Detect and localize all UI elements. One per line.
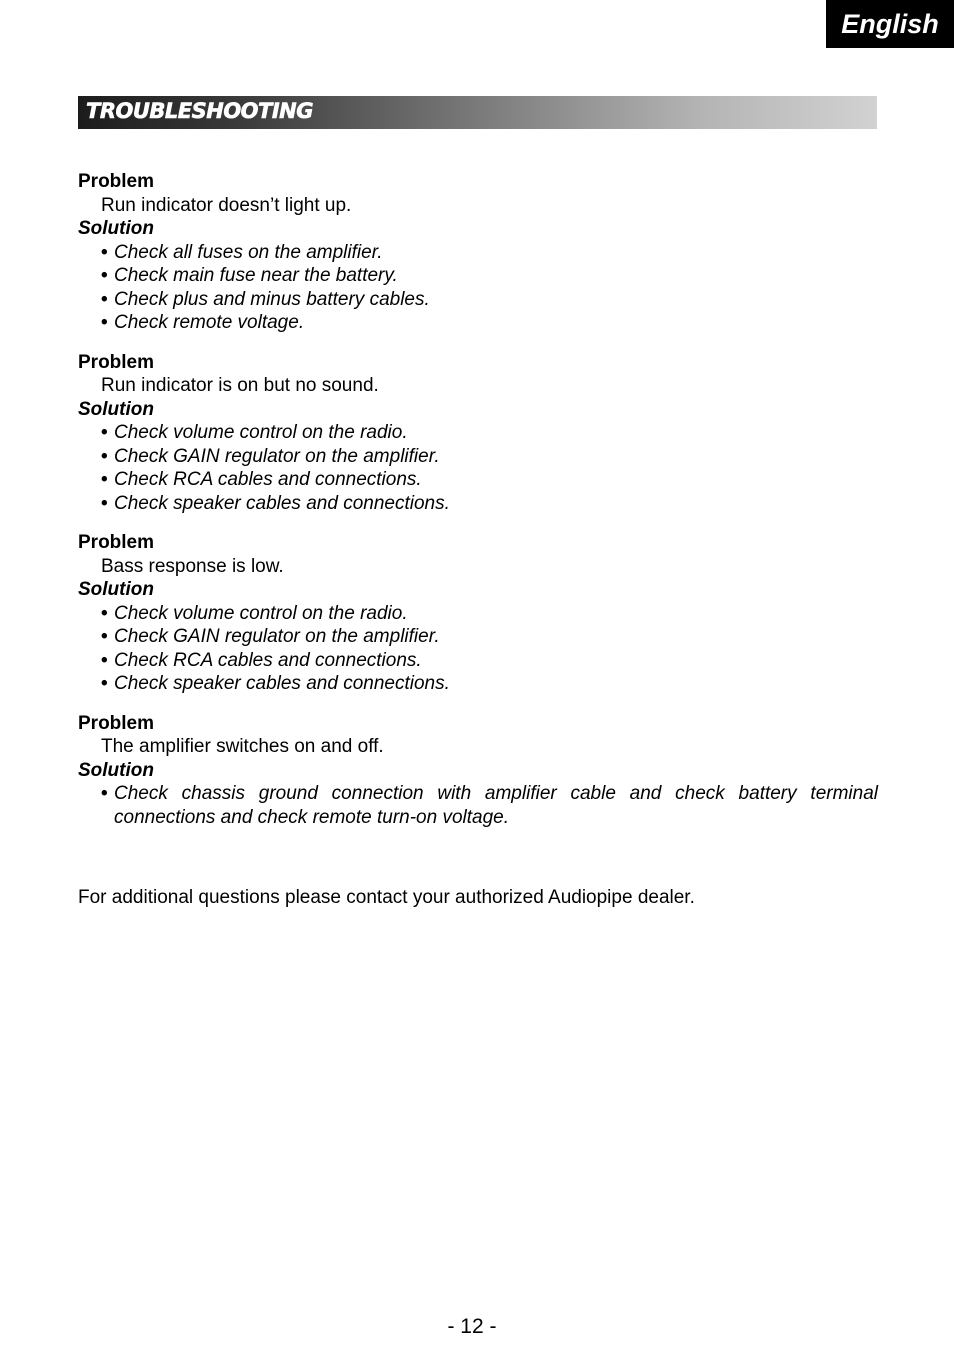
problem-heading: Problem [78,532,155,553]
troubleshooting-group [78,170,878,335]
troubleshooting-group [78,712,878,830]
solution-item: • Check volume control on the radio. [78,602,878,626]
solution-item: • Check main fuse near the battery. [78,264,878,288]
solution-item: • Check all fuses on the amplifier. [78,241,878,265]
solution-list [78,241,878,335]
solution-list [78,782,878,829]
solution-item: • Check GAIN regulator on the amplifier. [78,625,878,649]
solution-heading: Solution [78,759,154,781]
solution-heading: Solution [78,398,154,420]
solution-item: • Check remote voltage. [78,311,878,335]
problem-description: Run indicator is on but no sound. [101,375,379,396]
problem-heading: Problem [78,712,155,734]
problem-description: The amplifier switches on and off. [101,736,384,757]
problem-description: Bass response is low. [101,555,284,577]
solution-item: • Check RCA cables and connections. [78,468,878,492]
solution-item: • Check GAIN regulator on the amplifier. [78,445,878,469]
section-header-bar [78,96,877,129]
section-title: TROUBLESHOOTING [86,99,313,123]
contact-note: For additional questions please contact your authorized Audiopipe dealer. [78,887,695,908]
troubleshooting-list [78,170,878,845]
solution-list [78,421,878,515]
solution-item: • Check volume control on the radio. [78,421,878,445]
problem-heading: Problem [78,351,155,373]
language-tab: English [826,0,954,48]
solution-item: • Check speaker cables and connections. [78,672,878,696]
problem-description: Run indicator doesn’t light up. [101,194,352,216]
solution-heading: Solution [78,218,154,239]
page-number: - 12 - [447,1315,497,1338]
troubleshooting-group [78,531,878,696]
solution-item: • Check RCA cables and connections. [78,649,878,673]
solution-heading: Solution [78,579,154,600]
solution-list [78,602,878,696]
troubleshooting-group [78,351,878,516]
solution-item: • Check plus and minus battery cables. [78,288,878,312]
problem-heading: Problem [78,171,155,192]
solution-item: • Check chassis ground connection with amplifier cable and check battery terminal connections and check remote turn-on voltage. [78,782,878,829]
solution-item: • Check speaker cables and connections. [78,492,878,516]
